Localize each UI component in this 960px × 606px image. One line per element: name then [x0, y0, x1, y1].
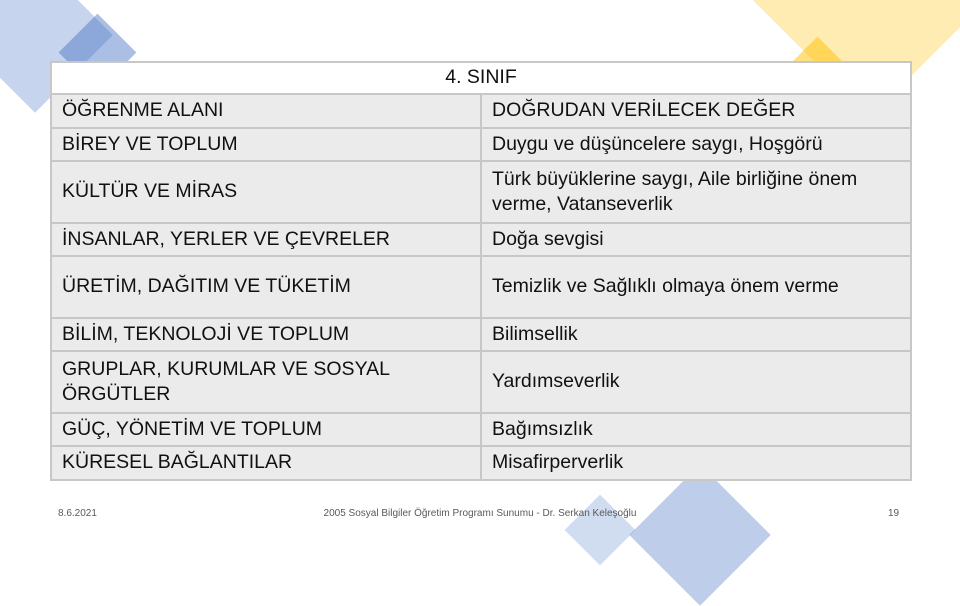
learning-area-cell: KÜLTÜR VE MİRAS — [51, 161, 481, 223]
values-table — [50, 61, 912, 481]
table-row — [51, 318, 911, 351]
table-row — [51, 94, 911, 128]
table-row — [51, 223, 911, 256]
learning-area-cell: GRUPLAR, KURUMLAR VE SOSYAL ÖRGÜTLER — [51, 351, 481, 413]
footer-title: 2005 Sosyal Bilgiler Öğretim Programı Sunumu - Dr. Serkan Keleşoğlu — [323, 508, 637, 519]
decor-blue-diamond-bottom-small — [565, 495, 636, 566]
page-number: 19 — [888, 508, 900, 519]
table-header: 4. SINIF — [51, 62, 911, 94]
learning-area-cell: KÜRESEL BAĞLANTILAR — [51, 446, 481, 480]
value-cell: Duygu ve düşüncelere saygı, Hoşgörü — [481, 128, 911, 161]
table-row — [51, 446, 911, 480]
value-cell: DOĞRUDAN VERİLECEK DEĞER — [481, 94, 911, 128]
value-cell: Türk büyüklerine saygı, Aile birliğine önem verme, Vatanseverlik — [481, 161, 911, 223]
footer-date: 8.6.2021 — [58, 508, 97, 519]
learning-area-cell: BİLİM, TEKNOLOJİ VE TOPLUM — [51, 318, 481, 351]
learning-area-cell: ÖĞRENME ALANI — [51, 94, 481, 128]
value-cell: Yardımseverlik — [481, 351, 911, 413]
value-cell: Misafirperverlik — [481, 446, 911, 480]
decor-blue-diamond-bottom-large — [629, 464, 770, 605]
table-row — [51, 161, 911, 223]
learning-area-cell: GÜÇ, YÖNETİM VE TOPLUM — [51, 413, 481, 446]
learning-area-cell: ÜRETİM, DAĞITIM VE TÜKETİM — [51, 256, 481, 318]
learning-area-cell: İNSANLAR, YERLER VE ÇEVRELER — [51, 223, 481, 256]
table-row — [51, 413, 911, 446]
table-row — [51, 351, 911, 413]
learning-area-cell: BİREY VE TOPLUM — [51, 128, 481, 161]
value-cell: Bilimsellik — [481, 318, 911, 351]
value-cell: Bağımsızlık — [481, 413, 911, 446]
table-row — [51, 256, 911, 318]
table-row — [51, 128, 911, 161]
value-cell: Temizlik ve Sağlıklı olmaya önem verme — [481, 256, 911, 318]
value-cell: Doğa sevgisi — [481, 223, 911, 256]
table-header-row — [51, 62, 911, 94]
